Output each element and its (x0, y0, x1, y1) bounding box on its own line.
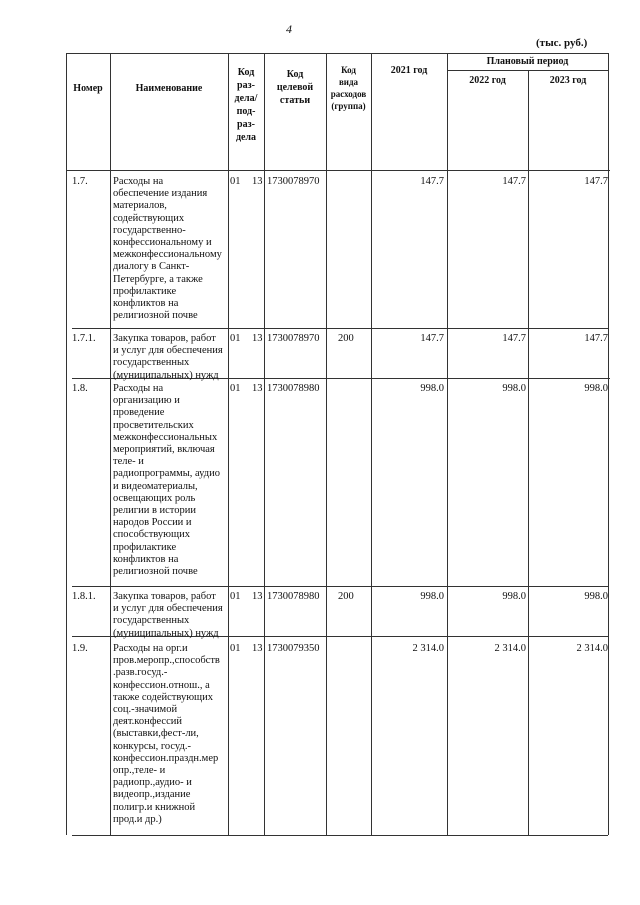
column-border (447, 53, 448, 835)
row-value-2021: 147.7 (420, 176, 444, 187)
row-name: Закупка товаров, работ и услуг для обеспечения государственных (муниципальных) нужд (113, 591, 223, 639)
row-subsection: 13 (252, 176, 263, 187)
row-value-2021: 998.0 (420, 591, 444, 602)
row-name: Расходы на организацию и проведение просветительских межконфессиональных мероприятий, включая теле- и радиопрограммы, аудио и видеоматериалы, освещающих роль религии в истории народов России и способствующих профилактике конфликтов на религиозной почве (113, 383, 220, 578)
header-number: Номер (73, 83, 103, 94)
row-number: 1.9. (72, 643, 88, 654)
row-value-2023: 147.7 (584, 333, 608, 344)
row-subsection: 13 (252, 643, 263, 654)
units-label: (тыс. руб.) (536, 37, 588, 49)
column-border (110, 53, 111, 835)
table-top-border (66, 53, 608, 54)
column-border (608, 53, 609, 835)
row-target: 1730078970 (267, 176, 320, 187)
row-expense-type: 200 (338, 333, 354, 344)
header-year-2022: 2022 год (469, 75, 506, 86)
header-year-2021: 2021 год (390, 65, 428, 76)
row-value-2023: 2 314.0 (576, 643, 608, 654)
row-value-2022: 2 314.0 (494, 643, 526, 654)
row-target: 1730078970 (267, 333, 320, 344)
row-target: 1730078980 (267, 591, 320, 602)
row-subsection: 13 (252, 591, 263, 602)
page-number: 4 (286, 22, 292, 36)
row-name: Расходы на орг.и пров.меропр.,способств .разв.госуд.- конфессион.отнош., а также содействующих соц.-значимой деят.конфессий (выставки,фест-ли, конкурсы, госуд.- конфессион.праздн.мер опр.,теле- и радиопр.,аудио- и видеопр.,издание полигр.и книжной прод.и др.) (113, 643, 220, 825)
row-section: 01 (230, 591, 241, 602)
row-expense-type: 200 (338, 591, 354, 602)
row-section: 01 (230, 643, 241, 654)
header-year-2023: 2023 год (549, 75, 587, 86)
row-number: 1.7.1. (72, 333, 96, 344)
header-name: Наименование (135, 83, 203, 94)
row-section: 01 (230, 176, 241, 187)
header-planned-period: Плановый период (486, 56, 569, 67)
row-target: 1730079350 (267, 643, 320, 654)
row-section: 01 (230, 333, 241, 344)
row-value-2022: 147.7 (502, 333, 526, 344)
row-subsection: 13 (252, 333, 263, 344)
row-value-2023: 147.7 (584, 176, 608, 187)
column-border (66, 53, 67, 835)
row-subsection: 13 (252, 383, 263, 394)
row-value-2021: 998.0 (420, 383, 444, 394)
header-expense-type: Код вида расходов (группа) (330, 65, 367, 111)
row-value-2022: 998.0 (502, 591, 526, 602)
table-bottom-border (72, 835, 608, 836)
row-name: Закупка товаров, работ и услуг для обеспечения государственных (муниципальных) нужд (113, 333, 223, 381)
row-number: 1.8. (72, 383, 88, 394)
row-number: 1.7. (72, 176, 88, 187)
row-number: 1.8.1. (72, 591, 96, 602)
column-border (264, 53, 265, 835)
header-section-code: Код раз- дела/ под- раз- дела (234, 67, 258, 143)
column-border (326, 53, 327, 835)
row-value-2022: 147.7 (502, 176, 526, 187)
header-target-code: Код целевой статьи (276, 69, 314, 106)
column-border (371, 53, 372, 835)
row-value-2021: 147.7 (420, 333, 444, 344)
row-value-2021: 2 314.0 (412, 643, 444, 654)
row-value-2022: 998.0 (502, 383, 526, 394)
row-value-2023: 998.0 (584, 591, 608, 602)
row-value-2023: 998.0 (584, 383, 608, 394)
row-target: 1730078980 (267, 383, 320, 394)
row-name: Расходы на обеспечение издания материалов, содействующих государственно- конфессиональному и межконфессиональному диалогу в Санкт- Петербурге, а также профилактике конфликтов на религиозной почве (113, 176, 222, 322)
row-section: 01 (230, 383, 241, 394)
